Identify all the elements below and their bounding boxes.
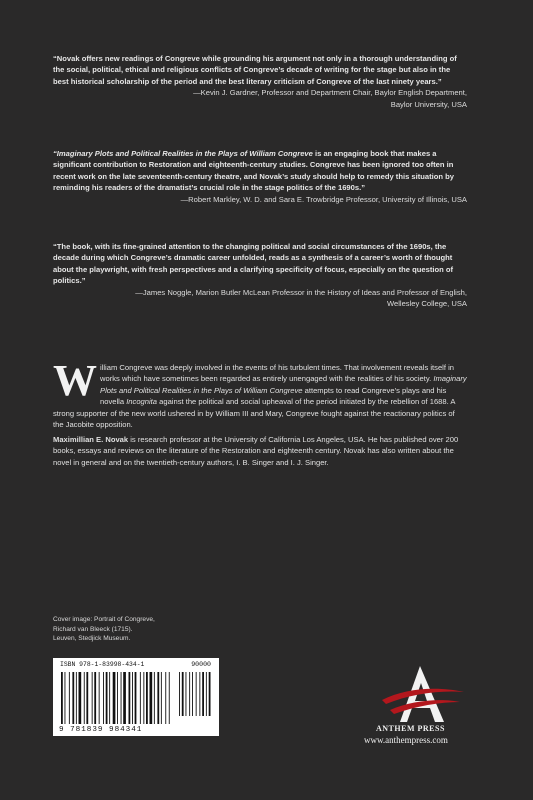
- review-quote-2: [53, 148, 467, 205]
- barcode-bar: [84, 672, 85, 724]
- barcode-bar: [76, 672, 77, 724]
- credit-line: Leuven, Stedjick Museum.: [53, 635, 131, 643]
- review-quote-3: [53, 241, 467, 309]
- barcode-bar: [61, 672, 63, 724]
- barcode-bar: [135, 672, 137, 724]
- publisher-name: ANTHEM PRESS: [376, 724, 445, 733]
- description-text: illiam Congreve was deeply involved in the events of his turbulent times. That involvement reveals itself in works which have sometimes been regarded as entirely unengaged with the realities of his society.: [100, 363, 454, 384]
- description-text: attempts to read Congreve’s plays and his novella: [100, 385, 447, 407]
- credit-line: Cover image: Portrait of Congreve,: [53, 616, 155, 623]
- barcode-digits: 9 781839 984341: [59, 726, 143, 734]
- quote-attribution: —Robert Markley, W. D. and Sara E. Trowbridge Professor, University of Illinois, USA: [180, 194, 467, 204]
- barcode-bar: [121, 672, 122, 724]
- quote-text: “The book, with its fine-grained attention to the changing political and social circumstances of the 1690s, the decade during which Congreve’s dramatic career unfolded, reads as a synthesis of a career’s worth of thought about the playwright, with fresh perspectives and a clarifying specificity of focus, especially on the question of politics.”: [53, 242, 454, 286]
- quote-text: [53, 148, 467, 194]
- drop-cap: W: [53, 356, 97, 405]
- barcode-bar: [169, 672, 170, 724]
- quote-attribution: —James Noggle, Marion Butler McLean Professor in the History of Ideas and Professor of English,: [135, 287, 467, 297]
- barcode-bar: [72, 672, 74, 724]
- addon-bar: [182, 672, 184, 716]
- credit-line: Richard van Bleeck (1715).: [53, 625, 133, 633]
- novella-title: Incognita: [126, 397, 158, 407]
- barcode-bar: [92, 672, 93, 724]
- addon-bar: [192, 672, 193, 716]
- barcode-bar: [86, 672, 88, 724]
- addon-bar: [199, 672, 200, 716]
- barcode-bar: [69, 672, 70, 724]
- barcode-bar: [65, 672, 66, 724]
- barcode-bar: [161, 672, 162, 724]
- barcode-bar: [140, 672, 141, 724]
- isbn-barcode: [53, 658, 219, 736]
- addon-bar: [186, 672, 187, 716]
- barcode-bar: [146, 672, 148, 724]
- addon-bar: [206, 672, 207, 716]
- barcode-bar: [123, 672, 126, 724]
- addon-bar: [196, 672, 197, 716]
- barcode-bar: [79, 672, 82, 724]
- quote-attribution: —Kevin J. Gardner, Professor and Department Chair, Baylor English Department,: [193, 88, 467, 98]
- barcode-bar: [103, 672, 104, 724]
- barcode-bar: [143, 672, 144, 724]
- barcode-bars: [53, 670, 219, 726]
- addon-bar: [189, 672, 190, 716]
- barcode-bar: [94, 672, 96, 724]
- barcode-bar: [132, 672, 133, 724]
- publisher-url: www.anthempress.com: [364, 735, 448, 745]
- bio-text: is research professor at the University of California Los Angeles, USA. He has published over 200 books, essays and reviews on the literature of the Restoration and eighteenth century. Novak has also written about the novel in general and on the twentieth-century authors, I. B. Singer and I. J. Singer.: [53, 435, 459, 467]
- quote-text: “Novak offers new readings of Congreve while grounding his argument not only in a thorough understanding of the social, political, ethical and religious conflicts of Congreve’s decade of writing for the stage but also in the best historical scholarship of the period and the best literary criticism of Congreve of the last ninety years.”: [53, 54, 457, 86]
- review-quote-1: [53, 53, 467, 110]
- author-name: Maximillian E. Novak: [53, 435, 129, 444]
- quote-attribution-affiliation: Wellesley College, USA: [386, 299, 467, 309]
- barcode-bar: [117, 672, 118, 724]
- barcode-bar: [165, 672, 166, 724]
- price-code: 90000: [191, 661, 211, 668]
- cover-credit: [53, 615, 193, 644]
- quote-body: is an engaging book that makes a significant contribution to Restoration and eighteenth-century studies. Congreve has been ignored too often in recent work on the late seventeenth-century theatre, and Novak’s study should help to remedy this situation by reminding his readers of the dramatist’s crucial role in the stage politics of the 1690s.”: [53, 149, 455, 193]
- quote-attribution-affiliation: Baylor University, USA: [390, 99, 467, 109]
- addon-bar: [179, 672, 180, 716]
- barcode-bar: [109, 672, 110, 724]
- description-text: against the political and social upheaval of the period initiated by the rebellion of 1688. A strong supporter of the new world ushered in by William III and Mary, Congreve fought against the reactionary politics of the Jacobite opposition.: [53, 397, 456, 430]
- author-bio: [53, 434, 467, 468]
- barcode-bar: [99, 672, 100, 724]
- barcode-bar: [129, 672, 131, 724]
- addon-bar: [202, 672, 204, 716]
- barcode-bar: [106, 672, 108, 724]
- barcode-bar: [157, 672, 159, 724]
- barcode-bar: [150, 672, 153, 724]
- book-title: “Imaginary Plots and Political Realities in the Plays of William Congreve: [53, 149, 313, 158]
- book-title: Imaginary Plots and Political Realities in the Plays of William Congreve: [100, 374, 467, 395]
- barcode-bar: [113, 672, 116, 724]
- barcode-bar: [154, 672, 155, 724]
- book-description: [53, 356, 467, 430]
- addon-bar: [209, 672, 211, 716]
- isbn-label: ISBN 978-1-83998-434-1: [60, 661, 145, 668]
